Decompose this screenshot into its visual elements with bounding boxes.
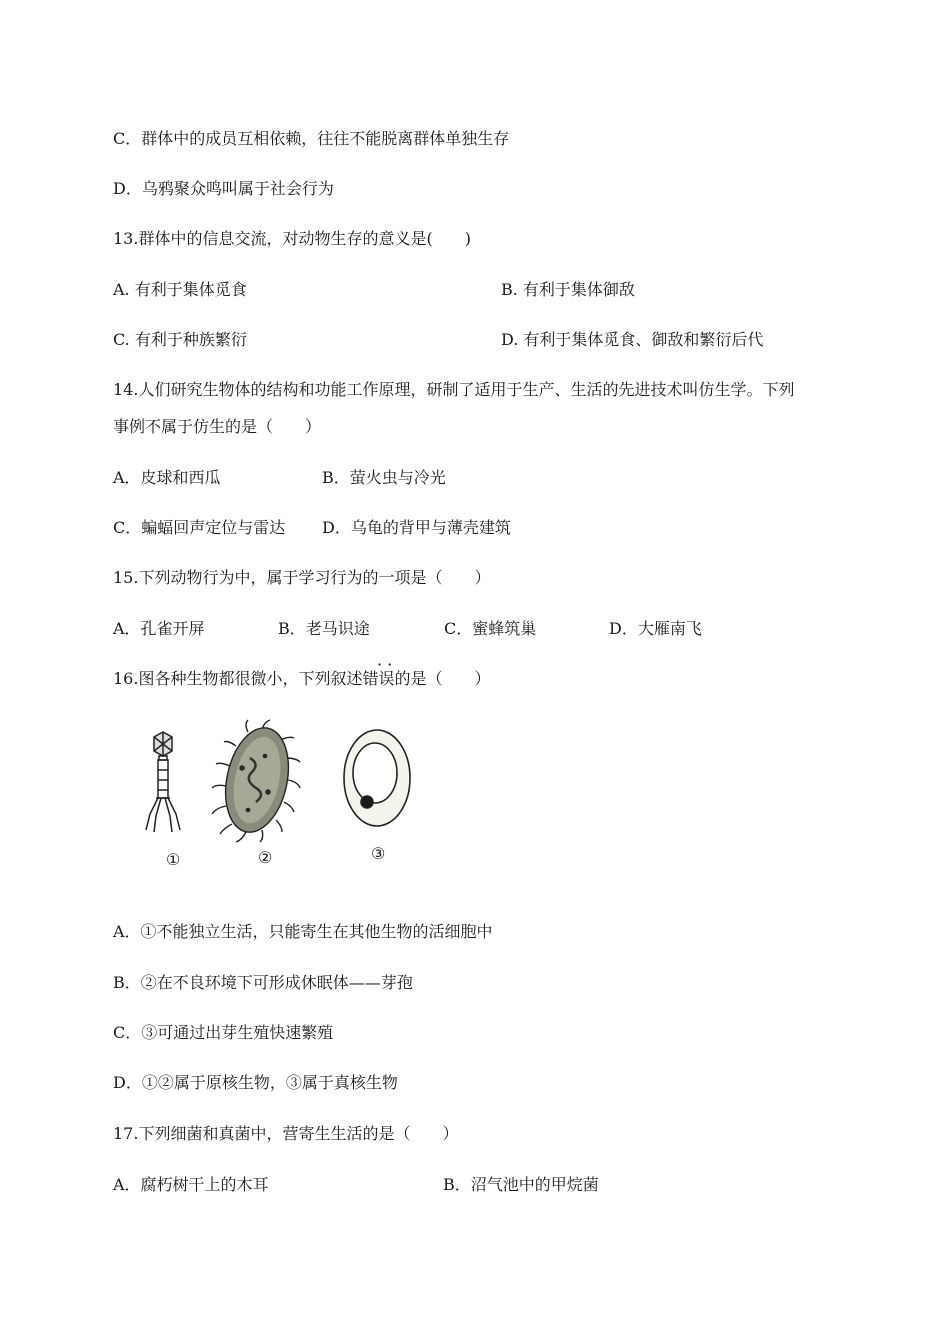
figure-label-3: ③ [371,844,386,863]
bacteriophage-drawing [146,732,180,832]
q13-option-a: A. 有利于集体觅食 [113,280,247,299]
q13-option-d: D. 有利于集体觅食、御敌和繁衍后代 [501,330,764,349]
figure-label-1: ① [166,850,181,869]
figure-label-2: ② [258,848,273,867]
q13-stem: 13.群体中的信息交流，对动物生存的意义是( ) [113,229,471,248]
q16-option-a: A．①不能独立生活，只能寄生在其他生物的活细胞中 [113,922,493,941]
q14-option-b: B．萤火虫与冷光 [322,468,446,487]
yeast-cell-drawing [344,730,410,826]
bacterium-drawing [212,720,300,842]
q16-option-b: B．②在不良环境下可形成休眠体——芽孢 [113,973,413,992]
q14-option-d: D．乌龟的背甲与薄壳建筑 [322,518,511,537]
q15-option-a: A．孔雀开屏 [113,619,205,638]
q12-option-c: C．群体中的成员互相依赖，往往不能脱离群体单独生存 [113,129,510,148]
q15-stem: 15.下列动物行为中，属于学习行为的一项是（ ） [113,568,491,587]
q16-stem: 16.图各种生物都很微小，下列叙述错误的是（ ） [113,669,491,688]
q17-option-b: B．沼气池中的甲烷菌 [443,1175,599,1194]
q12-option-d: D．乌鸦聚众鸣叫属于社会行为 [113,179,334,198]
q13-option-b: B. 有利于集体御敌 [501,280,635,299]
q17-option-a: A．腐朽树干上的木耳 [113,1175,269,1194]
microorganism-figure [130,718,430,878]
q14-option-c: C．蝙蝠回声定位与雷达 [113,518,286,537]
q14-stem-line2: 事例不属于仿生的是（ ） [113,417,322,436]
q16-option-c: C．③可通过出芽生殖快速繁殖 [113,1023,334,1042]
q13-option-c: C. 有利于种族繁衍 [113,330,247,349]
q14-stem-line1: 14.人们研究生物体的结构和功能工作原理，研制了适用于生产、生活的先进技术叫仿生学。下列 [113,380,795,399]
q14-option-a: A．皮球和西瓜 [113,468,221,487]
emphasis-dots: · · [377,655,393,674]
q15-option-b: B．老马识途 [278,619,370,638]
q15-option-d: D．大雁南飞 [609,619,702,638]
q16-option-d: D．①②属于原核生物，③属于真核生物 [113,1073,398,1092]
q15-option-c: C．蜜蜂筑巢 [444,619,537,638]
q17-stem: 17.下列细菌和真菌中，营寄生生活的是（ ） [113,1124,459,1143]
